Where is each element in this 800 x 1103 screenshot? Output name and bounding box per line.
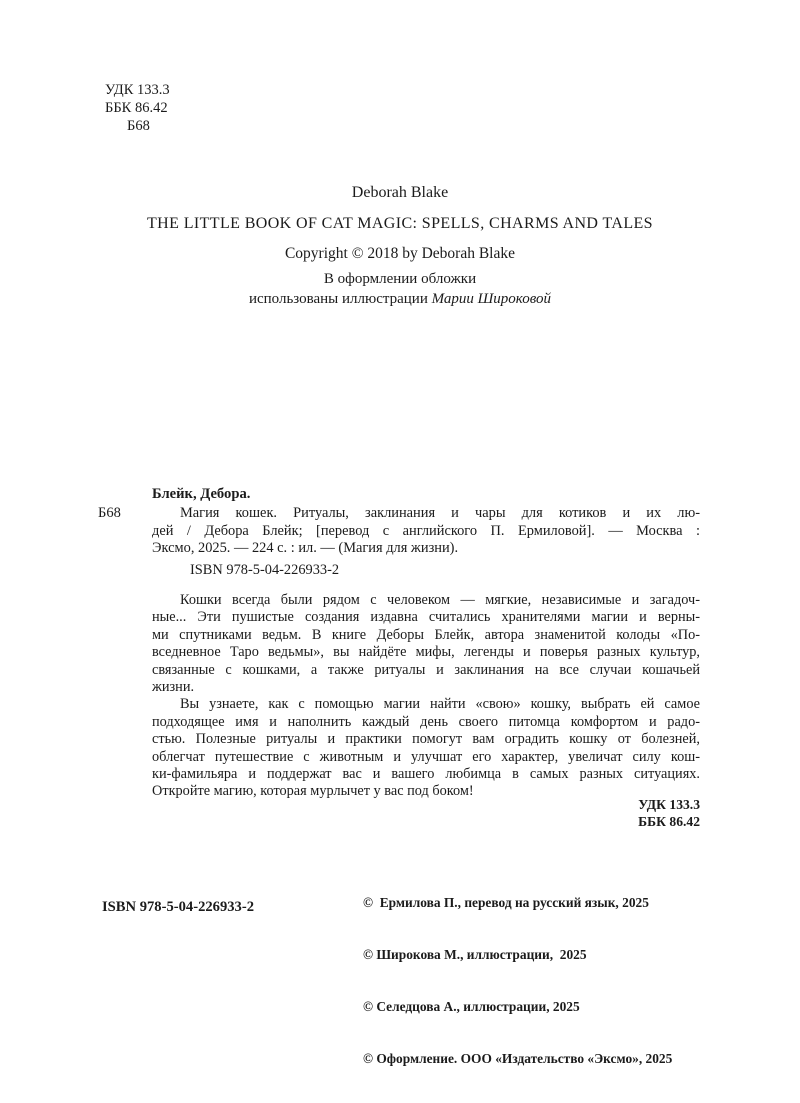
bbk-number-bottom: ББК 86.42 — [638, 814, 700, 830]
annotation-line: связанные с кошками, а также ритуалы и заклинания на все случаи кошачьей — [152, 661, 700, 678]
udk-number-bottom: УДК 133.3 — [638, 797, 700, 812]
bottom-classification-block — [638, 796, 700, 831]
original-copyright-line: Copyright © 2018 by Deborah Blake — [284, 245, 516, 262]
catalog-line: Эксмо, 2025. — 224 с. : ил. — (Магия для жизни). — [152, 540, 459, 557]
annotation-line: Кошки всегда были рядом с человеком — мягкие, независимые и загадоч- — [180, 592, 700, 608]
cover-note-line2 — [0, 290, 800, 310]
copyright-item: © Оформление. ООО «Издательство «Эксмо», 2025 — [363, 1051, 673, 1067]
original-title: THE LITTLE BOOK OF CAT MAGIC: SPELLS, CHARMS AND TALES — [147, 215, 653, 232]
copyright-item: © Широкова М., иллюстрации, 2025 — [363, 947, 587, 963]
annotation-line: Вы узнаете, как с помощью магии найти «свою» кошку, выбрать ей самое — [180, 696, 700, 713]
annotation-text — [152, 592, 700, 801]
annotation-line: Откройте магию, которая мурлычет у вас под боком! — [152, 783, 474, 800]
annotation-line: вседневное Таро ведьмы», вы найдёте мифы, легенды и поверья разных культур, — [152, 644, 700, 661]
annotation-line: ми спутниками ведьм. В книге Деборы Блейк, автора знаменитой колоды «По- — [152, 626, 700, 643]
annotation-line: подходящее имя и наполнить каждый день своего питомца комфортом и радо- — [152, 713, 700, 730]
cover-note-line2-text: использованы иллюстрации — [248, 290, 432, 307]
bbk-number-top: ББК 86.42 — [105, 99, 168, 116]
catalog-line: Магия кошек. Ритуалы, заклинания и чары для котиков и их лю- — [180, 505, 700, 521]
annotation-line: ные... Эти пушистые создания издавна считались хранителями магии и верны- — [152, 609, 700, 626]
annotation-line: ки-фамильяра и поддержат вас и вашего любимца в самых разных ситуациях. — [152, 766, 700, 783]
cover-note-line1: В оформлении обложки — [323, 271, 477, 287]
illustrator-name: Марии Широковой — [431, 290, 552, 307]
copyright-item: © Селедцова А., иллюстрации, 2025 — [363, 999, 580, 1015]
author-sign-top: Б68 — [127, 117, 150, 134]
catalog-description — [152, 505, 700, 558]
copyright-item: © Ермилова П., перевод на русский язык, 2025 — [363, 894, 649, 910]
original-author: Deborah Blake — [351, 184, 449, 201]
annotation-line: стью. Полезные ритуалы и практики помогут вам оградить кошку от болезней, — [152, 731, 700, 748]
annotation-line: облегчат путешествие с животным и улучшат его характер, увеличат силу кош- — [152, 748, 700, 765]
catalog-line: дей / Дебора Блейк; [перевод с английского П. Ермиловой]. — Москва : — [152, 522, 700, 539]
top-classification-block — [105, 82, 170, 135]
cover-design-note — [0, 270, 800, 309]
isbn-footer: ISBN 978-5-04-226933-2 — [102, 899, 255, 915]
udk-number-top: УДК 133.3 — [105, 82, 170, 98]
catalog-heading: Блейк, Дебора. — [152, 486, 251, 502]
copyright-list — [363, 859, 672, 1103]
annotation-line: жизни. — [152, 679, 195, 696]
isbn-catalog: ISBN 978-5-04-226933-2 — [190, 562, 340, 578]
catalog-author-sign: Б68 — [98, 505, 121, 521]
